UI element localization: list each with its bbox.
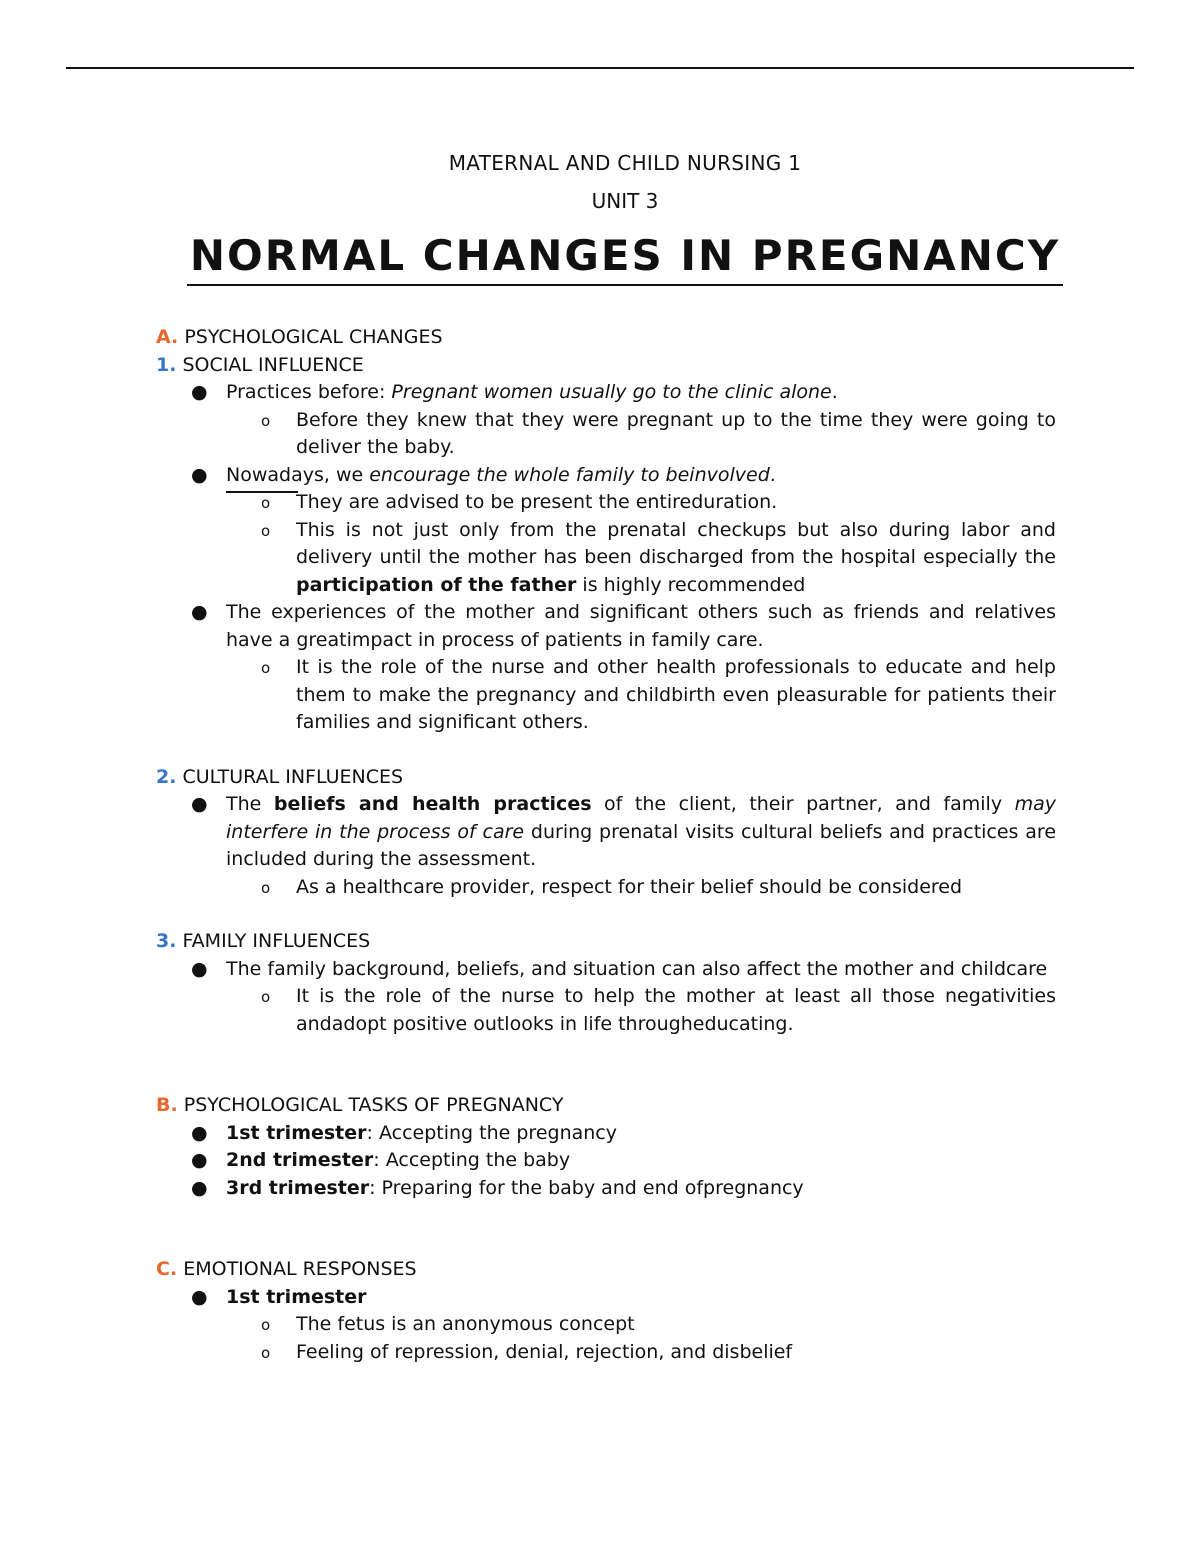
bold-text: beliefs and health practices <box>273 793 592 815</box>
bullet-item <box>156 1147 1056 1175</box>
sub-bullet-text-end: is highly recommended <box>576 573 806 596</box>
bold-text: 1st trimester <box>226 1285 367 1308</box>
subsection-number: 1. <box>156 353 177 376</box>
subsection-family-influences-heading <box>156 928 1056 956</box>
bullet-text-end: during prenatal visits cultural beliefs and practices are included during the assessment. <box>226 820 1057 870</box>
sub-bullet-item <box>156 1339 1056 1367</box>
italic-text: may interfere in the process of care <box>226 793 1056 843</box>
bullet-icon: ● <box>191 957 208 980</box>
section-letter: B. <box>156 1094 178 1116</box>
course-title: MATERNAL AND CHILD NURSING 1 <box>448 151 802 175</box>
sub-bullet-item <box>156 517 1056 600</box>
sub-bullet-icon: o <box>261 411 271 430</box>
document-body <box>156 324 1056 1366</box>
bullet-icon: ● <box>191 1285 208 1308</box>
bold-text: 1st trimester <box>226 1121 367 1144</box>
bullet-item <box>156 956 1056 984</box>
sub-bullet-item <box>156 874 1056 902</box>
sub-bullet-text: Before they knew that they were pregnant up to the time they were going to deliver the baby. <box>296 408 1056 458</box>
sub-bullet-text: Feeling of repression, denial, rejection, and disbelief <box>296 1340 793 1363</box>
section-b-heading <box>156 1092 1056 1120</box>
section-a-heading <box>156 324 1056 352</box>
bullet-text: : Accepting the pregnancy <box>366 1121 617 1144</box>
sub-bullet-item <box>156 654 1056 737</box>
bullet-item <box>156 1175 1056 1203</box>
subsection-title: FAMILY INFLUENCES <box>182 930 371 952</box>
subsection-cultural-influences-heading <box>156 764 1056 792</box>
sub-bullet-icon: o <box>261 494 271 512</box>
bullet-text: Nowadays, we <box>226 463 370 486</box>
sub-bullet-icon: o <box>261 988 271 1006</box>
sub-bullet-text: This is not just only from the prenatal checkups but also during labor and delivery until the mother has been discharged from the hospital especially the <box>296 518 1056 568</box>
bold-text: participation of the father <box>296 573 577 596</box>
bullet-text-end: . <box>831 381 838 403</box>
subsection-title: CULTURAL INFLUENCES <box>182 765 404 788</box>
sub-bullet-text: It is the role of the nurse to help the mother at least all those negativities andadopt positive outlooks in life througheducating. <box>296 985 1056 1035</box>
sub-bullet-text: As a healthcare provider, respect for their belief should be considered <box>296 875 963 898</box>
bullet-item <box>156 462 1056 490</box>
bullet-text-mid: of the client, their partner, and family <box>591 793 1015 815</box>
bullet-text: The family background, beliefs, and situation can also affect the mother and childcare <box>226 957 1048 980</box>
bullet-icon: ● <box>191 601 208 623</box>
sub-bullet-icon: o <box>261 878 271 897</box>
bullet-text: The <box>226 793 274 815</box>
bullet-text-end: . <box>769 463 776 486</box>
sub-bullet-item <box>156 1311 1056 1339</box>
sub-bullet-text: It is the role of the nurse and other health professionals to educate and help them to make the pregnancy and childbirth even pleasurable for patients their families and significant others. <box>296 656 1056 733</box>
sub-bullet-item <box>156 407 1056 462</box>
italic-text: encourage the whole family to beinvolved <box>369 463 770 486</box>
sub-bullet-item <box>156 983 1056 1038</box>
sub-bullet-icon: o <box>261 1343 271 1362</box>
subsection-social-influence-heading <box>156 352 1056 380</box>
bullet-icon: ● <box>191 1149 208 1171</box>
unit-label: UNIT 3 <box>591 189 659 213</box>
bullet-text: : Accepting the baby <box>373 1149 571 1171</box>
bullet-item <box>156 1120 1056 1148</box>
bullet-icon: ● <box>191 463 208 486</box>
document-header <box>0 150 1200 280</box>
sub-bullet-item <box>156 489 1056 517</box>
subsection-number: 3. <box>156 930 177 952</box>
page-title: NORMAL CHANGES IN PREGNANCY <box>189 231 1061 280</box>
bold-text: 2nd trimester <box>226 1149 374 1171</box>
bullet-text: Practices before: <box>226 381 392 403</box>
section-title: PSYCHOLOGICAL TASKS OF PREGNANCY <box>183 1094 564 1116</box>
bullet-icon: ● <box>191 381 208 403</box>
bullet-text: The experiences of the mother and significant others such as friends and relatives have a greatimpact in process of patients in family care. <box>226 601 1056 651</box>
subsection-title: SOCIAL INFLUENCE <box>182 353 364 376</box>
bullet-text: : Preparing for the baby and end ofpregnancy <box>369 1176 804 1199</box>
bullet-item <box>156 379 1056 407</box>
section-c-heading <box>156 1256 1056 1284</box>
bullet-icon: ● <box>191 1121 208 1144</box>
sub-bullet-icon: o <box>261 521 271 540</box>
section-letter: A. <box>156 326 179 348</box>
sub-bullet-text: The fetus is an anonymous concept <box>296 1313 635 1335</box>
italic-text: Pregnant women usually go to the clinic alone <box>391 381 832 403</box>
bullet-icon: ● <box>191 793 208 815</box>
bullet-item <box>156 599 1056 654</box>
top-rule <box>66 67 1134 69</box>
bullet-item <box>156 791 1056 874</box>
subsection-number: 2. <box>156 765 177 788</box>
section-title: PSYCHOLOGICAL CHANGES <box>184 326 443 348</box>
section-letter: C. <box>156 1258 178 1280</box>
bullet-item <box>156 1284 1056 1312</box>
title-underline <box>187 284 1063 286</box>
sub-bullet-icon: o <box>261 1316 271 1334</box>
sub-bullet-icon: o <box>261 659 271 677</box>
section-title: EMOTIONAL RESPONSES <box>183 1258 417 1280</box>
bullet-icon: ● <box>191 1176 208 1199</box>
bold-text: 3rd trimester <box>226 1176 370 1199</box>
sub-bullet-text: They are advised to be present the entireduration. <box>296 491 778 513</box>
